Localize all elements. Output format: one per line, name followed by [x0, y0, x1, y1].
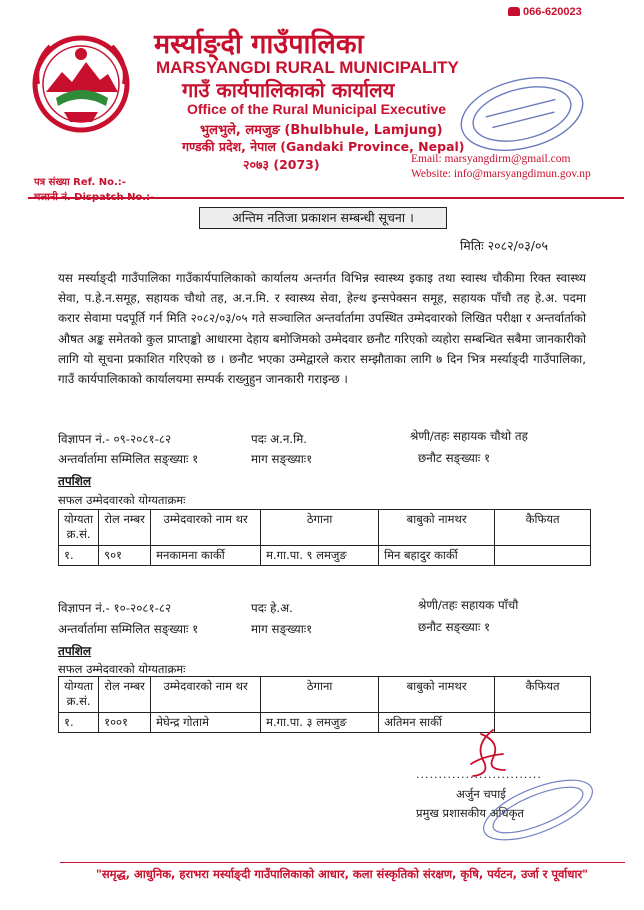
- col-roll: रोल नम्बर: [99, 510, 151, 546]
- table-subtitle: सफल उम्मेदवारको योग्यताक्रमः: [58, 493, 186, 507]
- phone-number: [508, 6, 582, 18]
- footer-slogan: "समृद्ध, आधुनिक, हराभरा मर्स्याङ्दी गाउँपालिकाको आधार, कला संस्कृतिको संरक्षण, कृषि, पर्यटन, उर्जा र पूर्वाधार": [95, 867, 589, 881]
- notice-title: अन्तिम नतिजा प्रकाशन सम्बन्धी सूचना ।: [199, 207, 447, 229]
- interview-count: अन्तर्वार्तामा सम्मिलित सङ्ख्याः १: [58, 452, 199, 466]
- table-header-row: [59, 677, 591, 713]
- address-line-3: २०७३ (2073): [243, 157, 320, 172]
- cell-serial: १.: [59, 713, 99, 733]
- office-stamp: [444, 68, 600, 160]
- address-line-2: गण्डकी प्रदेश, नेपाल (Gandaki Province, Nepal): [182, 139, 465, 154]
- col-address: ठेगाना: [261, 510, 379, 546]
- col-name: उम्मेदवारको नाम थर: [151, 510, 261, 546]
- cell-name: मनकामना कार्की: [151, 546, 261, 566]
- results-table: [58, 509, 591, 566]
- cell-father-name: अतिमन सार्की: [379, 713, 495, 733]
- tapsil-heading: तपशिल: [58, 474, 92, 488]
- footer-divider: [60, 862, 625, 863]
- vacancy-number: विज्ञापन नं.- १०-२०८१-८२: [58, 601, 172, 615]
- selected-count: छनौट सङ्ख्याः १: [418, 451, 491, 465]
- signatory-name: अर्जुन चपाई: [456, 787, 506, 801]
- tapsil-heading: तपशिल: [58, 644, 92, 658]
- cell-remarks: [495, 546, 591, 566]
- cell-roll: १००१: [99, 713, 151, 733]
- level-name: श्रेणी/तहः सहायक पाँचौ: [418, 598, 519, 612]
- municipality-name-english: MARSYANGDI RURAL MUNICIPALITY: [156, 58, 459, 77]
- col-serial: योग्यता क्र.सं.: [59, 510, 99, 546]
- municipality-name-nepali: मर्स्याङ्दी गाउँपालिका: [154, 29, 364, 60]
- phone-icon: [508, 7, 520, 16]
- email-address[interactable]: Email: marsyangdirm@gmail.com: [411, 153, 571, 165]
- website-address[interactable]: Website: info@marsyangdimun.gov.np: [411, 168, 591, 180]
- vacancy-number: विज्ञापन नं.- ०९-२०८१-८२: [58, 432, 172, 446]
- office-name-english: Office of the Rural Municipal Executive: [187, 101, 447, 117]
- col-serial: योग्यता क्र.सं.: [59, 677, 99, 713]
- col-roll: रोल नम्बर: [99, 677, 151, 713]
- post-name: पदः हे.अ.: [251, 601, 293, 615]
- table-row: [59, 546, 591, 566]
- address-line-1: भुलभुले, लमजुङ (Bhulbhule, Lamjung): [200, 123, 443, 138]
- phone-text: 066-620023: [523, 6, 582, 18]
- header-divider: [28, 197, 624, 199]
- level-name: श्रेणी/तहः सहायक चौथो तह: [410, 429, 528, 443]
- col-remarks: कैफियत: [495, 510, 591, 546]
- officer-stamp: [470, 774, 606, 846]
- nepal-emblem-logo: [28, 32, 134, 136]
- ref-number-label: पत्र संख्या Ref. No.:-: [34, 177, 126, 188]
- table-header-row: [59, 510, 591, 546]
- cell-roll: ९०१: [99, 546, 151, 566]
- signature-line: ............................: [416, 768, 542, 781]
- cell-father-name: मिन बहादुर कार्की: [379, 546, 495, 566]
- col-remarks: कैफियत: [495, 677, 591, 713]
- cell-serial: १.: [59, 546, 99, 566]
- col-address: ठेगाना: [261, 677, 379, 713]
- col-father-name: बाबुको नामथर: [379, 677, 495, 713]
- cell-address: म.गा.पा. ९ लमजुङ: [261, 546, 379, 566]
- col-name: उम्मेदवारको नाम थर: [151, 677, 261, 713]
- notice-body: यस मर्स्याङ्दी गाउँपालिका गाउँकार्यपालिकाको कार्यालय अन्तर्गत विभिन्न स्वास्थ्य इकाइ तथा स्वास्थ चौकीमा रिक्त स्वास्थ्य सेवा, प.हे.न.समूह, सहायक चौथो तह, अ.न.मि. र स्वास्थ्य सेवा, हेल्थ इन्सपेक्सन समूह, सहायक पाँचौ तह हे.अ. पदमा करार सेवामा पदपूर्ति गर्न मिति २०८२/०३/०५ गते सञ्चालित अन्तर्वार्तामा उपस्थित उम्मेदवारको लिखित परीक्षा र अन्तर्वार्ताको औषत अङ्क समेतको कुल प्राप्ताङ्को आधारमा देहाय बमोजिमको उम्मेदवार छनौट गरिएको व्यहोरा सम्बन्धित सबैमा जानकारीको लागि यो सूचना प्रकाशित गरिएको छ । छनौट भएका उम्मेद्वारले करार सम्झौताका लागि ७ दिन भित्र मर्स्याङ्दी गाउँपालिका, गाउँ कार्यपालिकाको कार्यालयमा सम्पर्क राख्नुहुन जानकारी गराइन्छ ।: [58, 271, 586, 387]
- office-name-nepali: गाउँ कार्यपालिकाको कार्यालय: [182, 78, 395, 102]
- demand-count: माग सङ्ख्याः१: [251, 622, 313, 636]
- cell-address: म.गा.पा. ३ लमजुङ: [261, 713, 379, 733]
- selected-count: छनौट सङ्ख्याः १: [418, 620, 491, 634]
- dispatch-number-label: चलानी नं. Dispatch No.:-: [34, 192, 155, 203]
- cell-name: मेघेन्द्र गोतामे: [151, 713, 261, 733]
- post-name: पदः अ.न.मि.: [251, 432, 308, 446]
- signatory-title: प्रमुख प्रशासकीय अधिकृत: [416, 806, 524, 820]
- interview-count: अन्तर्वार्तामा सम्मिलित सङ्ख्याः १: [58, 622, 199, 636]
- notice-date: मितिः २०८२/०३/०५: [460, 238, 548, 253]
- col-father-name: बाबुको नामथर: [379, 510, 495, 546]
- demand-count: माग सङ्ख्याः१: [251, 452, 313, 466]
- table-subtitle: सफल उम्मेदवारको योग्यताक्रमः: [58, 662, 186, 676]
